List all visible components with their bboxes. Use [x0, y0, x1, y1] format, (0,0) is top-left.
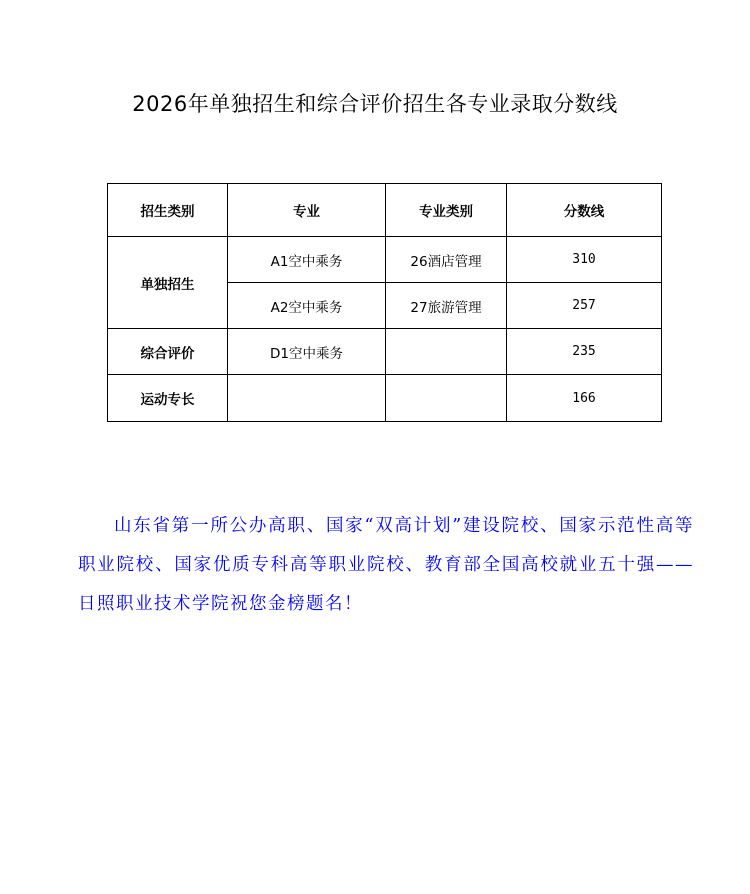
major-cell: A1空中乘务 — [228, 237, 386, 283]
major-category-cell: 26酒店管理 — [386, 237, 507, 283]
category-cell: 运动专长 — [108, 375, 228, 422]
table-row — [108, 329, 662, 375]
major-category-cell — [386, 375, 507, 422]
major-cell — [228, 375, 386, 422]
category-cell: 单独招生 — [108, 237, 228, 329]
header-major: 专业 — [228, 184, 386, 237]
major-category-cell — [386, 329, 507, 375]
score-cell: 166 — [507, 375, 662, 422]
closing-message: 山东省第一所公办高职、国家“双高计划”建设院校、国家示范性高等职业院校、国家优质专科高等职业院校、教育部全国高校就业五十强——日照职业技术学院祝您金榜题名！ — [78, 516, 694, 614]
header-admission-category: 招生类别 — [108, 184, 228, 237]
major-cell: D1空中乘务 — [228, 329, 386, 375]
table-row — [108, 237, 662, 283]
score-cell: 310 — [507, 237, 662, 283]
score-cell: 257 — [507, 283, 662, 329]
major-cell: A2空中乘务 — [228, 283, 386, 329]
header-major-category: 专业类别 — [386, 184, 507, 237]
table-row — [108, 375, 662, 422]
category-cell: 综合评价 — [108, 329, 228, 375]
score-cell: 235 — [507, 329, 662, 375]
header-score-line: 分数线 — [507, 184, 662, 237]
table-header-row — [108, 184, 662, 237]
admission-score-table — [107, 183, 662, 422]
page-title: 2026年单独招生和综合评价招生各专业录取分数线 — [132, 92, 618, 116]
major-category-cell: 27旅游管理 — [386, 283, 507, 329]
